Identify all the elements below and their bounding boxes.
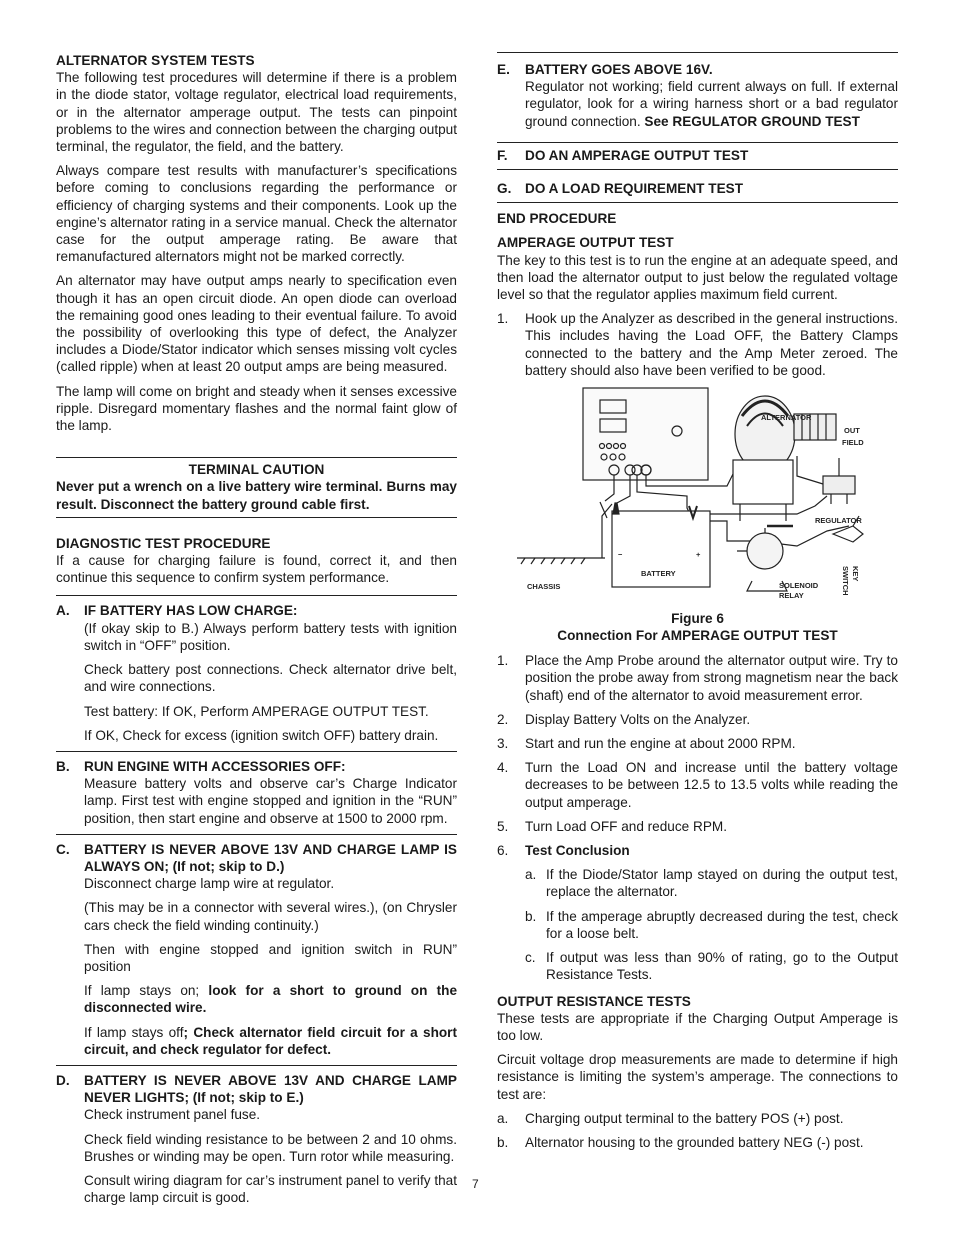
paragraph xyxy=(84,982,457,1016)
conclusion-list xyxy=(525,866,898,983)
paragraph: Check battery post connections. Check alternator drive belt, and wire connections. xyxy=(84,662,457,695)
page-number: 7 xyxy=(472,1177,479,1191)
list-item xyxy=(525,866,898,900)
list-text: Hook up the Analyzer as described in the general instructions. This includes having the Load OFF, the Battery Clamps connected to the battery and the Amp Meter zeroed. The battery should also have been verified to be good. xyxy=(525,311,898,378)
list-item xyxy=(497,759,898,811)
step-a xyxy=(56,595,457,743)
paragraph: Always compare test results with manufacturer’s specifications before coming to conclusions regarding the performance or efficiency of charging systems and their components. Look up the engine’s alternator rating in a service manual. Check the alternator case for the output amperage rating. Be aware that remanufactured alternators might not be marked correctly. xyxy=(56,163,457,265)
step-letter: C. xyxy=(56,841,70,857)
list-item xyxy=(497,735,898,752)
list-text: Display Battery Volts on the Analyzer. xyxy=(525,711,751,727)
label-pos: + xyxy=(696,550,701,560)
label-regulator: REGULATOR xyxy=(815,516,862,526)
list-item xyxy=(497,310,898,379)
section-heading-amperage: AMPERAGE OUTPUT TEST xyxy=(497,235,674,251)
label-field: FIELD xyxy=(842,438,864,448)
paragraph: The key to this test is to run the engine at an adequate speed, and then load the alternator output to just below the regulated voltage level so that the regulator applies maximum field current. xyxy=(497,252,898,303)
text-normal: If lamp stays on; xyxy=(84,983,200,999)
step-title: DO A LOAD REQUIREMENT TEST xyxy=(525,181,744,197)
list-letter: b. xyxy=(497,1134,509,1150)
list-number: 6. xyxy=(497,843,509,859)
figure-6 xyxy=(497,386,898,602)
list-letter: c. xyxy=(525,950,536,966)
label-battery: BATTERY xyxy=(641,569,676,579)
list-text: Charging output terminal to the battery POS (+) post. xyxy=(525,1110,844,1126)
step-d xyxy=(56,1065,457,1206)
step-title: RUN ENGINE WITH ACCESSORIES OFF: xyxy=(84,758,346,774)
list-number: 3. xyxy=(497,736,509,752)
label-chassis: CHASSIS xyxy=(527,582,561,592)
list-item xyxy=(497,652,898,704)
end-procedure-heading: END PROCEDURE xyxy=(497,211,617,227)
section-heading-output-resistance: OUTPUT RESISTANCE TESTS xyxy=(497,993,691,1009)
label-key: KEY xyxy=(851,566,860,582)
paragraph: (This may be in a connector with several wires.), (on Chrysler cars check the field winding continuity.) xyxy=(84,900,457,933)
paragraph: Test battery: If OK, Perform AMPERAGE OUTPUT TEST. xyxy=(84,703,429,719)
paragraph: Disconnect charge lamp wire at regulator. xyxy=(84,876,335,892)
list-text: Test Conclusion xyxy=(525,843,630,859)
paragraph xyxy=(525,78,898,130)
list-item xyxy=(497,711,898,728)
caution-body: Never put a wrench on a live battery wire terminal. Burns may result. Disconnect the battery ground cable first. xyxy=(56,479,457,512)
list-text: Place the Amp Probe around the alternator output wire. Try to position the probe away from strong magnetism near the back (shaft) end of the alternator to avoid measurement error. xyxy=(525,653,898,703)
text-normal: If lamp stays off xyxy=(84,1024,184,1040)
caution-title: TERMINAL CAUTION xyxy=(188,462,325,478)
step-title: BATTERY GOES ABOVE 16V. xyxy=(525,62,713,77)
list-text: Turn Load OFF and reduce RPM. xyxy=(525,818,727,834)
step-letter: A. xyxy=(56,603,70,619)
step-letter: G. xyxy=(497,181,512,197)
analyzer-box xyxy=(583,388,708,480)
step-title: DO AN AMPERAGE OUTPUT TEST xyxy=(525,147,749,163)
list-number: 2. xyxy=(497,711,509,727)
list-number: 1. xyxy=(497,653,509,669)
text-bold: See REGULATOR GROUND TEST xyxy=(644,113,860,129)
label-solenoid: SOLENOID xyxy=(779,581,819,591)
text-bold: look for a short to ground on the disconnected wire. xyxy=(84,983,457,1016)
step-e xyxy=(497,53,898,130)
list-text: Turn the Load ON and increase until the battery voltage decreases to be between 12.5 to 13.5 volts while reading the output amperage. xyxy=(525,760,898,810)
amperage-test-wiring-diagram xyxy=(497,386,898,598)
paragraph: Measure battery volts and observe car’s Charge Indicator lamp. First test with engine stopped and ignition in the “RUN” position, then start engine and observe at 1500 to 2000 rpm. xyxy=(84,776,457,826)
right-column xyxy=(497,52,898,1158)
list-item xyxy=(497,1110,898,1127)
list-text: If output was less than 90% of rating, go to the Output Resistance Tests. xyxy=(546,950,898,983)
list-text: If the Diode/Stator lamp stayed on during the output test, replace the alternator. xyxy=(546,867,898,900)
step-title: IF BATTERY HAS LOW CHARGE: xyxy=(84,603,298,619)
list-text: If the amperage abruptly decreased during the test, check for a loose belt. xyxy=(546,908,898,941)
section-heading-alternator-tests: ALTERNATOR SYSTEM TESTS xyxy=(56,53,255,68)
terminal-caution-box xyxy=(56,457,457,518)
list-letter: a. xyxy=(497,1110,509,1126)
paragraph: An alternator may have output amps nearly to specification even though it has an open circuit diode. An open diode can overload the remaining good ones leading to their eventual failure. To avoid the possibility of overlooking this type of defect, the Analyzer includes a Diode/Stator indicator which senses missing volt cycles (called ripple) when at least 20 output amps are being measured. xyxy=(56,273,457,375)
label-alternator: ALTERNATOR xyxy=(761,413,812,423)
paragraph: Check field winding resistance to be between 2 and 10 ohms. Brushes or winding may be open. Turn rotor while measuring. xyxy=(84,1131,457,1164)
paragraph: If OK, Check for excess (ignition switch OFF) battery drain. xyxy=(84,727,439,743)
figure-title: Connection For AMPERAGE OUTPUT TEST xyxy=(557,628,838,644)
list-letter: a. xyxy=(525,867,537,883)
paragraph: These tests are appropriate if the Charging Output Amperage is too low. xyxy=(497,1010,898,1043)
step-title: BATTERY IS NEVER ABOVE 13V AND CHARGE LAMP IS ALWAYS ON; (If not; skip to D.) xyxy=(84,841,457,874)
left-column xyxy=(56,52,457,1213)
step-letter: E. xyxy=(497,62,510,77)
label-neg: − xyxy=(618,550,623,560)
list-item xyxy=(497,842,898,859)
paragraph: The lamp will come on bright and steady when it senses excessive ripple. Disregard momentary flashes and the normal faint glow of the lamp. xyxy=(56,383,457,434)
step-letter: D. xyxy=(56,1072,70,1088)
paragraph: The following test procedures will determine if there is a problem in the diode stator, voltage regulator, electrical load requirements, or in the alternator amperage output. The tests can pinpoint problems to the wires and connection between the charging output terminal, the regulator, the field, and the battery. xyxy=(56,70,457,155)
step-letter: F. xyxy=(497,147,508,163)
list-item xyxy=(525,908,898,942)
step-g xyxy=(497,176,898,203)
paragraph: If a cause for charging failure is found, correct it, and then continue this sequence to confirm system performance. xyxy=(56,553,457,586)
label-switch: SWITCH xyxy=(841,566,850,596)
paragraph: Then with engine stopped and ignition switch in RUN” position xyxy=(84,941,457,974)
list-item xyxy=(525,949,898,983)
step-letter: B. xyxy=(56,758,70,774)
label-out: OUT xyxy=(844,426,860,436)
label-relay: RELAY xyxy=(779,591,804,599)
list-item xyxy=(497,1134,898,1151)
text-bold: ; Check alternator field circuit for a short circuit, and check regulator for defect. xyxy=(84,1024,457,1057)
list-number: 1. xyxy=(497,311,509,327)
step-title: BATTERY IS NEVER ABOVE 13V AND CHARGE LAMP NEVER LIGHTS; (If not; skip to E.) xyxy=(84,1072,457,1106)
list-number: 4. xyxy=(497,760,509,776)
list-item xyxy=(497,818,898,835)
step-f xyxy=(497,142,898,170)
list-number: 5. xyxy=(497,818,509,834)
figure-number: Figure 6 xyxy=(671,611,724,627)
list-letter: b. xyxy=(525,908,537,924)
paragraph: Consult wiring diagram for car’s instrument panel to verify that charge lamp circuit is good. xyxy=(84,1172,457,1206)
paragraph xyxy=(84,1024,457,1058)
text-normal: Regulator not working; field current always on full. If external regulator, look for a wiring harness short or a bad regulator ground connection. xyxy=(525,79,898,129)
list-text: Alternator housing to the grounded battery NEG (-) post. xyxy=(525,1134,864,1150)
paragraph: Circuit voltage drop measurements are made to determine if high resistance is limiting the system’s amperage. The connections to test are: xyxy=(497,1052,898,1102)
paragraph: Check instrument panel fuse. xyxy=(84,1107,261,1123)
step-c xyxy=(56,834,457,1058)
figure-caption xyxy=(497,610,898,644)
paragraph: (If okay skip to B.) Always perform battery tests with ignition switch in “OFF” position. xyxy=(84,620,457,653)
list-text: Start and run the engine at about 2000 RPM. xyxy=(525,736,796,752)
step-b xyxy=(56,751,457,827)
section-heading-diagnostic: DIAGNOSTIC TEST PROCEDURE xyxy=(56,535,271,551)
